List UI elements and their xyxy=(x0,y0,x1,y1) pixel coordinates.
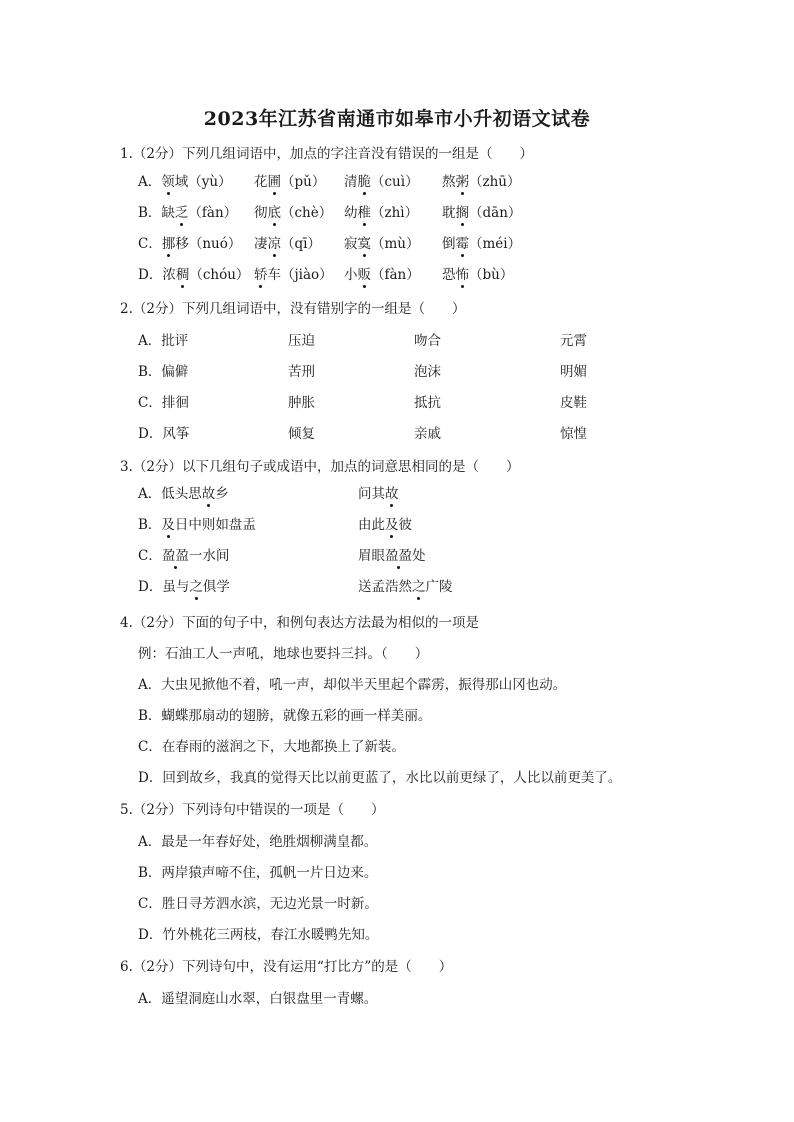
option-item: C．挪移（nuó） xyxy=(138,236,242,252)
dotted-char: 及 xyxy=(385,517,399,533)
option-left: B．及日中则如盘盂 xyxy=(138,517,256,533)
word-with-pinyin: 花圃（pǔ） xyxy=(254,174,326,190)
option-text: A．大虫见掀他不着，吼一声，却似半天里起个霹雳，振得那山冈也动。 xyxy=(138,677,567,693)
option-left: D．虽与之俱学 xyxy=(138,579,230,595)
option-item xyxy=(442,204,521,222)
option-item xyxy=(344,204,418,222)
dotted-char: 盈盈 xyxy=(385,548,412,564)
option-text: C．在春雨的滋润之下，大地都换上了新装。 xyxy=(138,739,405,755)
dotted-char: 凉 xyxy=(267,236,281,252)
option-word: 惊惶 xyxy=(560,426,587,442)
option-word: 亲戚 xyxy=(414,426,441,442)
option-word: 明媚 xyxy=(560,364,587,380)
option-text: B．蝴蝶那扇动的翅膀，就像五彩的画一样美丽。 xyxy=(138,708,432,724)
word-with-pinyin: 彻底（chè） xyxy=(254,205,333,221)
dotted-char: 贩 xyxy=(357,267,371,283)
dotted-char: 底 xyxy=(267,205,281,221)
option-word: 苦刑 xyxy=(288,364,315,380)
option-word: 肿胀 xyxy=(288,395,315,411)
option-item: A．领域（yù） xyxy=(138,174,232,190)
option-item xyxy=(442,266,513,284)
dotted-char: 盈盈 xyxy=(161,548,189,564)
dotted-char: 挪 xyxy=(161,236,176,252)
option-right xyxy=(358,547,426,565)
option-right xyxy=(358,516,412,534)
word-with-pinyin: 清脆（cuì） xyxy=(344,174,419,190)
word-with-pinyin: 幼稚（zhì） xyxy=(344,205,419,221)
dotted-char: 脆 xyxy=(357,174,371,190)
phrase-with-dot: 低头思故乡 xyxy=(161,486,229,502)
question-stem: 1.（2分）下列几组词语中，加点的字注音没有错误的一组是（ ） xyxy=(120,146,533,162)
option-right xyxy=(358,485,399,503)
option-word: 皮鞋 xyxy=(560,395,587,411)
dotted-char: 之 xyxy=(412,579,426,595)
option-word: 抵抗 xyxy=(414,395,441,411)
option-item xyxy=(254,266,333,284)
option-text: C．胜日寻芳泗水滨，无边光景一时新。 xyxy=(138,896,378,912)
option-word: 元霄 xyxy=(560,333,587,349)
option-item xyxy=(442,235,521,253)
word-with-pinyin: 轿车（jiào） xyxy=(254,267,333,283)
option-left: C．盈盈一水间 xyxy=(138,548,230,564)
option-item xyxy=(442,173,521,191)
option-text: B．两岸猿声啼不住，孤帆一片日边来。 xyxy=(138,865,378,881)
word-with-pinyin: 耽搁（dān） xyxy=(442,205,522,221)
word-with-pinyin: 寂寞（mù） xyxy=(344,236,420,252)
phrase-with-dot: 虽与之俱学 xyxy=(162,579,230,595)
option-item xyxy=(344,173,419,191)
word-with-pinyin: 恐怖（bù） xyxy=(442,267,514,283)
option-word: D．风筝 xyxy=(138,426,190,442)
word-with-pinyin: 挪移（nuó） xyxy=(161,236,242,252)
option-item: B．缺乏（fàn） xyxy=(138,205,238,221)
phrase-with-dot: 眉眼盈盈处 xyxy=(358,548,426,564)
word-with-pinyin: 小贩（fàn） xyxy=(344,267,420,283)
option-item: D．浓稠（chóu） xyxy=(138,267,250,283)
option-item xyxy=(254,204,332,222)
dotted-char: 故 xyxy=(385,486,399,502)
option-word: A．批评 xyxy=(138,333,189,349)
dotted-char: 之 xyxy=(189,579,203,595)
phrase-with-dot: 送孟浩然之广陵 xyxy=(358,579,453,595)
dotted-char: 乏 xyxy=(174,205,189,221)
dotted-char: 粥 xyxy=(455,174,469,190)
option-item xyxy=(344,235,420,253)
option-item xyxy=(344,266,420,284)
option-text: D．回到故乡，我真的觉得天比以前更蓝了，水比以前更绿了，人比以前更美了。 xyxy=(138,770,622,786)
word-with-pinyin: 领域（yù） xyxy=(161,174,232,190)
option-right xyxy=(358,578,453,596)
option-word: 吻合 xyxy=(414,333,441,349)
dotted-char: 故 xyxy=(201,486,216,502)
option-word: 泡沫 xyxy=(414,364,441,380)
phrase-with-dot: 盈盈一水间 xyxy=(161,548,230,564)
word-with-pinyin: 凄凉（qī） xyxy=(254,236,321,252)
option-word: 压迫 xyxy=(288,333,315,349)
dotted-char: 怖 xyxy=(455,267,469,283)
option-text: A．最是一年春好处，绝胜烟柳满皇都。 xyxy=(138,834,378,850)
question-stem: 3.（2分）以下几组句子或成语中，加点的词意思相同的是（ ） xyxy=(120,459,520,475)
question-stem: 4.（2分）下面的句子中，和例句表达方法最为相似的一项是 xyxy=(120,615,479,631)
word-with-pinyin: 熬粥（zhū） xyxy=(442,174,521,190)
dotted-char: 及 xyxy=(161,517,175,533)
question-stem: 2.（2分）下列几组词语中，没有错别字的一组是（ ） xyxy=(120,301,466,317)
option-left: A．低头思故乡 xyxy=(138,486,229,502)
dotted-char: 稠 xyxy=(175,267,190,283)
option-text: D．竹外桃花三两枝，春江水暖鸭先知。 xyxy=(138,927,379,943)
dotted-char: 寞 xyxy=(357,236,371,252)
question-stem: 6.（2分）下列诗句中，没有运用“打比方”的是（ ） xyxy=(120,959,453,975)
option-item xyxy=(254,173,325,191)
page-title: 2023年江苏省南通市如皋市小升初语文试卷 xyxy=(203,108,591,130)
dotted-char: 领 xyxy=(161,174,175,190)
question-stem: 5.（2分）下列诗句中错误的一项是（ ） xyxy=(120,802,385,818)
option-item xyxy=(254,235,321,253)
option-text: A．遥望洞庭山水翠，白银盘里一青螺。 xyxy=(138,991,378,1007)
word-with-pinyin: 倒霉（méi） xyxy=(442,236,522,252)
phrase-with-dot: 及日中则如盘盂 xyxy=(161,517,256,533)
example-sentence: 例：石油工人一声吼，地球也要抖三抖。（ ） xyxy=(138,646,429,662)
dotted-char: 轿 xyxy=(254,267,268,283)
option-word: C．排徊 xyxy=(138,395,189,411)
word-with-pinyin: 缺乏（fàn） xyxy=(161,205,238,221)
word-with-pinyin: 浓稠（chóu） xyxy=(162,267,250,283)
phrase-with-dot: 问其故 xyxy=(358,486,399,502)
dotted-char: 稚 xyxy=(357,205,371,221)
option-word: B．偏僻 xyxy=(138,364,189,380)
phrase-with-dot: 由此及彼 xyxy=(358,517,412,533)
dotted-char: 圃 xyxy=(267,174,281,190)
option-word: 倾复 xyxy=(288,426,315,442)
dotted-char: 搁 xyxy=(455,205,469,221)
dotted-char: 霉 xyxy=(455,236,469,252)
